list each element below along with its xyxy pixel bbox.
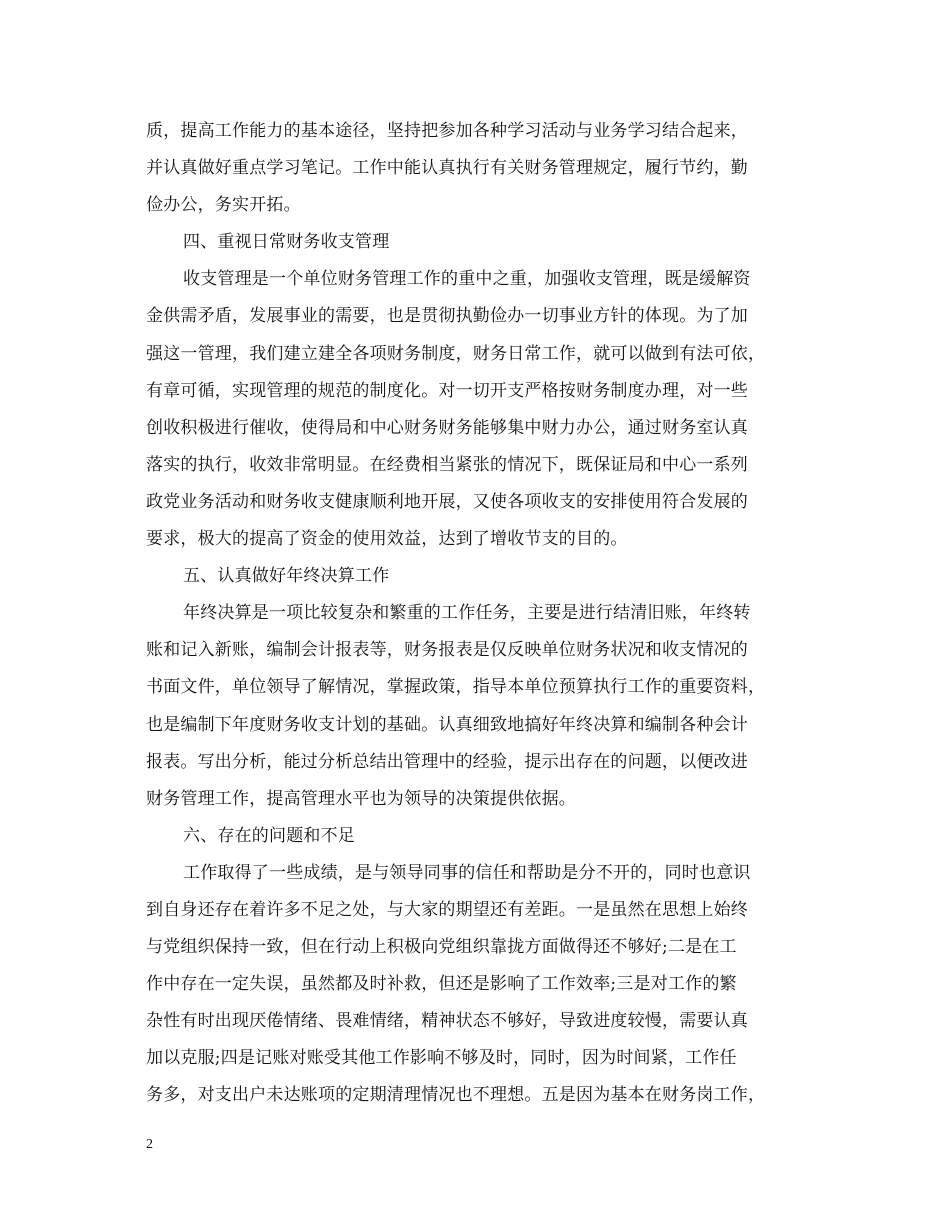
text-line: 账和记入新账，编制会计报表等，财务报表是仅反映单位财务状况和收支情况的 [146, 640, 748, 661]
text-line: 收支管理是一个单位财务管理工作的重中之重，加强收支管理，既是缓解资 [183, 269, 751, 290]
text-line: 报表。写出分析，能过分析总结出管理中的经验，提示出存在的问题，以便改进 [146, 751, 748, 772]
text-line: 也是编制下年度财务收支计划的基础。认真细致地搞好年终决算和编制各种会计 [146, 714, 748, 735]
text-line: 四、重视日常财务收支管理 [183, 232, 390, 253]
text-line: 与党组织保持一致，但在行动上积极向党组织靠拢方面做得还不够好;二是在工 [146, 937, 737, 958]
text-line: 要求，极大的提高了资金的使用效益，达到了增收节支的目的。 [146, 529, 628, 550]
page-number: 2 [146, 1137, 153, 1152]
text-line: 并认真做好重点学习笔记。工作中能认真执行有关财务管理规定，履行节约，勤 [146, 158, 748, 179]
text-line: 书面文件，单位领导了解情况，掌握政策，指导本单位预算执行工作的重要资料， [146, 677, 766, 698]
text-line: 创收积极进行催收，使得局和中心财务财务能够集中财力办公，通过财务室认真 [146, 417, 748, 438]
text-line: 务多，对支出户未达账项的定期清理情况也不理想。五是因为基本在财务岗工作， [146, 1085, 766, 1106]
text-line: 有章可循，实现管理的规范的制度化。对一切开支严格按财务制度办理，对一些 [146, 380, 748, 401]
document-body [146, 113, 806, 1115]
text-line: 质，提高工作能力的基本途径，坚持把参加各种学习活动与业务学习结合起来， [146, 121, 748, 141]
text-line: 加以克服;四是记账对账受其他工作影响不够及时，同时，因为时间紧，工作任 [146, 1048, 737, 1069]
text-line: 六、存在的问题和不足 [183, 825, 355, 846]
text-line: 强这一管理，我们建立建全各项财务制度，财务日常工作，就可以做到有法可依， [146, 343, 766, 364]
text-line: 工作取得了一些成绩，是与领导同事的信任和帮助是分不开的，同时也意识 [183, 862, 751, 883]
text-line: 作中存在一定失误，虽然都及时补救，但还是影响了工作效率;三是对工作的繁 [146, 974, 737, 995]
text-line: 年终决算是一项比较复杂和繁重的工作任务，主要是进行结清旧账，年终转 [183, 603, 751, 624]
text-line: 杂性有时出现厌倦情绪、畏难情绪，精神状态不够好，导致进度较慢，需要认真 [146, 1011, 748, 1032]
text-line: 政党业务活动和财务收支健康顺利地开展，又使各项收支的安排使用符合发展的 [146, 491, 748, 512]
text-line: 五、认真做好年终决算工作 [183, 566, 390, 587]
text-line: 财务管理工作，提高管理水平也为领导的决策提供依据。 [146, 788, 576, 809]
text-line: 落实的执行，收效非常明显。在经费相当紧张的情况下，既保证局和中心一系列 [146, 454, 748, 475]
text-line: 俭办公，务实开拓。 [146, 195, 301, 216]
text-line: 金供需矛盾，发展事业的需要，也是贯彻执勤俭办一切事业方针的体现。为了加 [146, 306, 748, 327]
text-line: 到自身还存在着许多不足之处，与大家的期望还有差距。一是虽然在思想上始终 [146, 899, 748, 920]
